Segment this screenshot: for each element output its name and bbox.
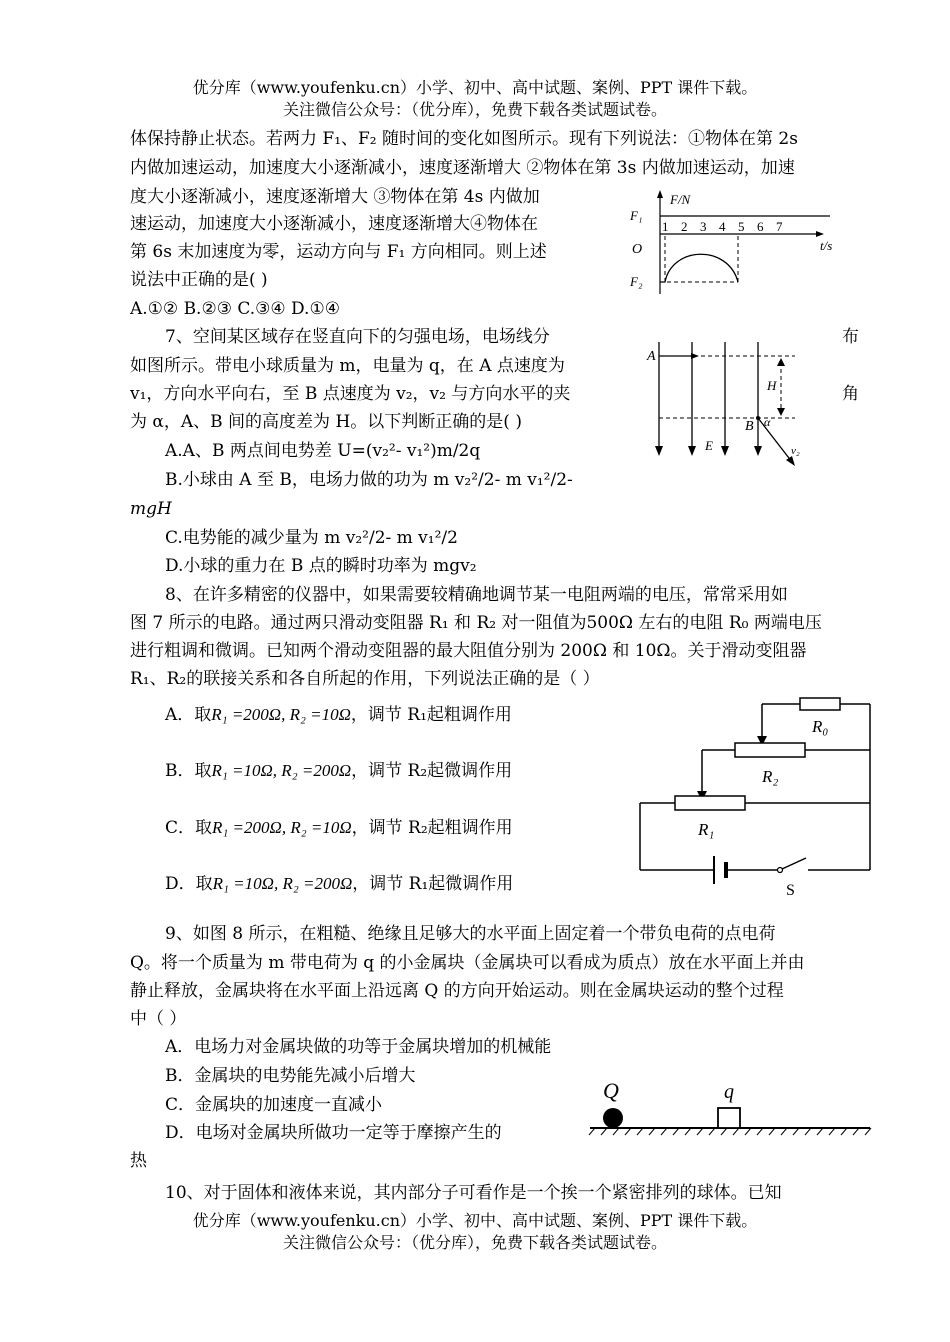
metal-block [718,1108,740,1128]
label-Q: Q [603,1078,619,1103]
q7-option-b: B.小球由 A 至 B，电场力做的功为 m v₂²/2- m v₁²/2- [165,470,573,490]
resistor-r1 [675,796,745,810]
q7-option-b-cont: mgH [130,499,172,519]
q8-line-3: 进行粗调和微调。已知两个滑动变阻器的最大阻值分别为 200Ω 和 10Ω。关于滑动变阻器 [130,641,807,661]
x-axis-arrow [816,231,824,237]
q8-line-4: R₁、R₂的联接关系和各自所起的作用，下列说法正确的是（ ） [130,669,600,689]
charge-q-ball [603,1108,623,1128]
label-q: q [724,1081,734,1103]
f2-label: F₂ [630,274,643,289]
q7-line-4: 为 α，A、B 间的高度差为 H。以下判断正确的是( ) [130,412,522,432]
option-formula: R₁ =10Ω, R₂ =200Ω [212,874,353,893]
q6-line-1: 体保持静止状态。若两力 F₁、F₂ 随时间的变化如图所示。现有下列说法：①物体在第 2s [130,129,798,149]
field-arrow [754,446,762,456]
h-arrow-up [777,358,785,366]
option-prefix: C．取 [165,818,213,838]
header-line-2: 关注微信公众号：（优分库），免费下载各类试题试卷。 [282,100,667,119]
q7-line-1-tail: 布 [842,327,859,347]
q9-line-3: 静止释放，金属块将在水平面上沿远离 Q 的方向开始运动。则在金属块运动的整个过程 [130,981,784,1001]
switch-lever [782,858,806,869]
header-line-1: 优分库（www.youfenku.cn）小学、初中、高中试题、案例、PPT 课件下载。 [192,78,758,97]
q6-line-5: 第 6s 末加速度为零，运动方向与 F₁ 方向相同。则上述 [130,242,547,262]
label-e: E [705,438,713,453]
q7-line-3: v₁，方向水平向右，至 B 点速度为 v₂，v₂ 与方向水平的夹 [130,384,571,404]
q10-line-1: 10、对于固体和液体来说，其内部分子可看作是一个挨一个紧密排列的球体。已知 [165,1183,782,1203]
tick-label: 5 [738,219,745,234]
f2-curve [660,254,738,282]
q9-option-c: C．金属块的加速度一直减小 [165,1095,383,1115]
q9-line-4: 中（ ） [130,1009,187,1029]
q8-line-1: 8、在许多精密的仪器中，如果需要较精确地调节某一电阻两端的电压，常常采用如 [165,585,788,605]
q8-option-c [165,815,513,841]
option-prefix: D．取 [165,874,213,894]
label-r1: R₁ [698,820,715,839]
label-alpha: α [764,415,771,429]
x-label: t/s [820,238,833,253]
q7-line-1: 7、空间某区域存在竖直向下的匀强电场，电场线分 [165,327,550,347]
q9-option-d: D．电场对金属块所做功一定等于摩擦产生的 [165,1123,502,1143]
electric-field-figure [645,338,820,468]
q7-option-c: C.电势能的减少量为 m v₂²/2- m v₁²/2 [165,528,458,548]
tick-label: 3 [700,219,707,234]
q7-line-2: 如图所示。带电小球质量为 m，电量为 q，在 A 点速度为 [130,356,565,376]
force-time-graph [620,186,850,302]
y-axis-arrow [657,190,663,198]
q8-option-b [165,758,512,784]
q9-option-b: B．金属块的电势能先减小后增大 [165,1066,416,1086]
field-arrow [655,446,663,456]
q7-option-d: D.小球的重力在 B 点的瞬时功率为 mgv₂ [165,556,477,576]
tick-label: 7 [776,219,783,234]
resistor-r0 [800,698,840,710]
q9-line-2: Q。将一个质量为 m 带电荷为 q 的小金属块（金属块可以看成为质点）放在水平面上并由 [130,953,805,973]
q6-line-2: 内做加速运动，加速度大小逐渐减小，速度逐渐增大 ②物体在第 3s 内做加速运动，加速 [130,158,795,178]
tick-label: 2 [681,219,688,234]
label-r2: R₂ [762,767,779,786]
origin-label: O [632,242,643,257]
label-b: B [745,419,754,434]
resistor-r2 [735,743,805,757]
option-formula: R₁ =10Ω, R₂ =200Ω [211,761,352,780]
label-a: A [647,349,656,364]
option-suffix: ，调节 R₂起微调作用 [351,761,513,781]
q7-line-3-tail: 角 [842,384,859,404]
v1-arrowhead [691,353,699,359]
charge-figure [585,1072,875,1142]
circuit-diagram [630,690,880,900]
label-r0: R₀ [812,717,829,736]
h-arrow-down [777,408,785,416]
v2-arrowhead [786,456,795,466]
q9-option-d-cont: 热 [130,1151,147,1171]
option-suffix: ，调节 R₁起微调作用 [352,874,514,894]
q6-line-4: 速运动，加速度大小逐渐减小，速度逐渐增大④物体在 [130,214,538,234]
q6-line-3: 度大小逐渐减小，速度逐渐增大 ③物体在第 4s 内做加 [130,187,540,207]
f1-label: F₁ [630,208,643,223]
q6-line-6: 说法中正确的是( ) [130,270,268,290]
option-prefix: A．取 [165,705,212,725]
field-arrow [688,446,696,456]
footer-line-2: 关注微信公众号：（优分库），免费下载各类试题试卷。 [282,1233,667,1252]
q9-line-1: 9、如图 8 所示，在粗糙、绝缘且足够大的水平面上固定着一个带负电荷的点电荷 [165,924,776,944]
y-label: F/N [670,192,691,207]
option-formula: R₁ =200Ω, R₂ =10Ω [211,705,351,724]
tick-label: 4 [719,219,726,234]
q9-option-a: A．电场力对金属块做的功等于金属块增加的机械能 [165,1037,552,1057]
option-formula: R₁ =200Ω, R₂ =10Ω [212,818,352,837]
ground-hatching [589,1128,871,1135]
label-v2: v₂ [791,445,800,457]
option-suffix: ，调节 R₂起粗调作用 [351,818,513,838]
tick-label: 1 [662,219,669,234]
q6-options: A.①② B.②③ C.③④ D.①④ [130,299,340,319]
field-arrow [721,446,729,456]
q8-line-2: 图 7 所示的电路。通过两只滑动变阻器 R₁ 和 R₂ 对一阻值为500Ω 左右的电阻 R₀ 两端电压 [130,613,822,633]
option-prefix: B．取 [165,761,212,781]
q8-option-d [165,871,513,897]
q8-option-a [165,702,512,728]
q7-option-a: A.A、B 两点间电势差 U=(v₂²- v₁²)m/2q [165,441,481,461]
point-b [756,416,760,420]
tick-label: 6 [757,219,764,234]
option-suffix: ，调节 R₁起粗调作用 [350,705,512,725]
footer-line-1: 优分库（www.youfenku.cn）小学、初中、高中试题、案例、PPT 课件下载。 [192,1211,758,1230]
label-h: H [767,378,777,393]
switch-contact [778,868,783,873]
label-s: S [786,882,795,899]
